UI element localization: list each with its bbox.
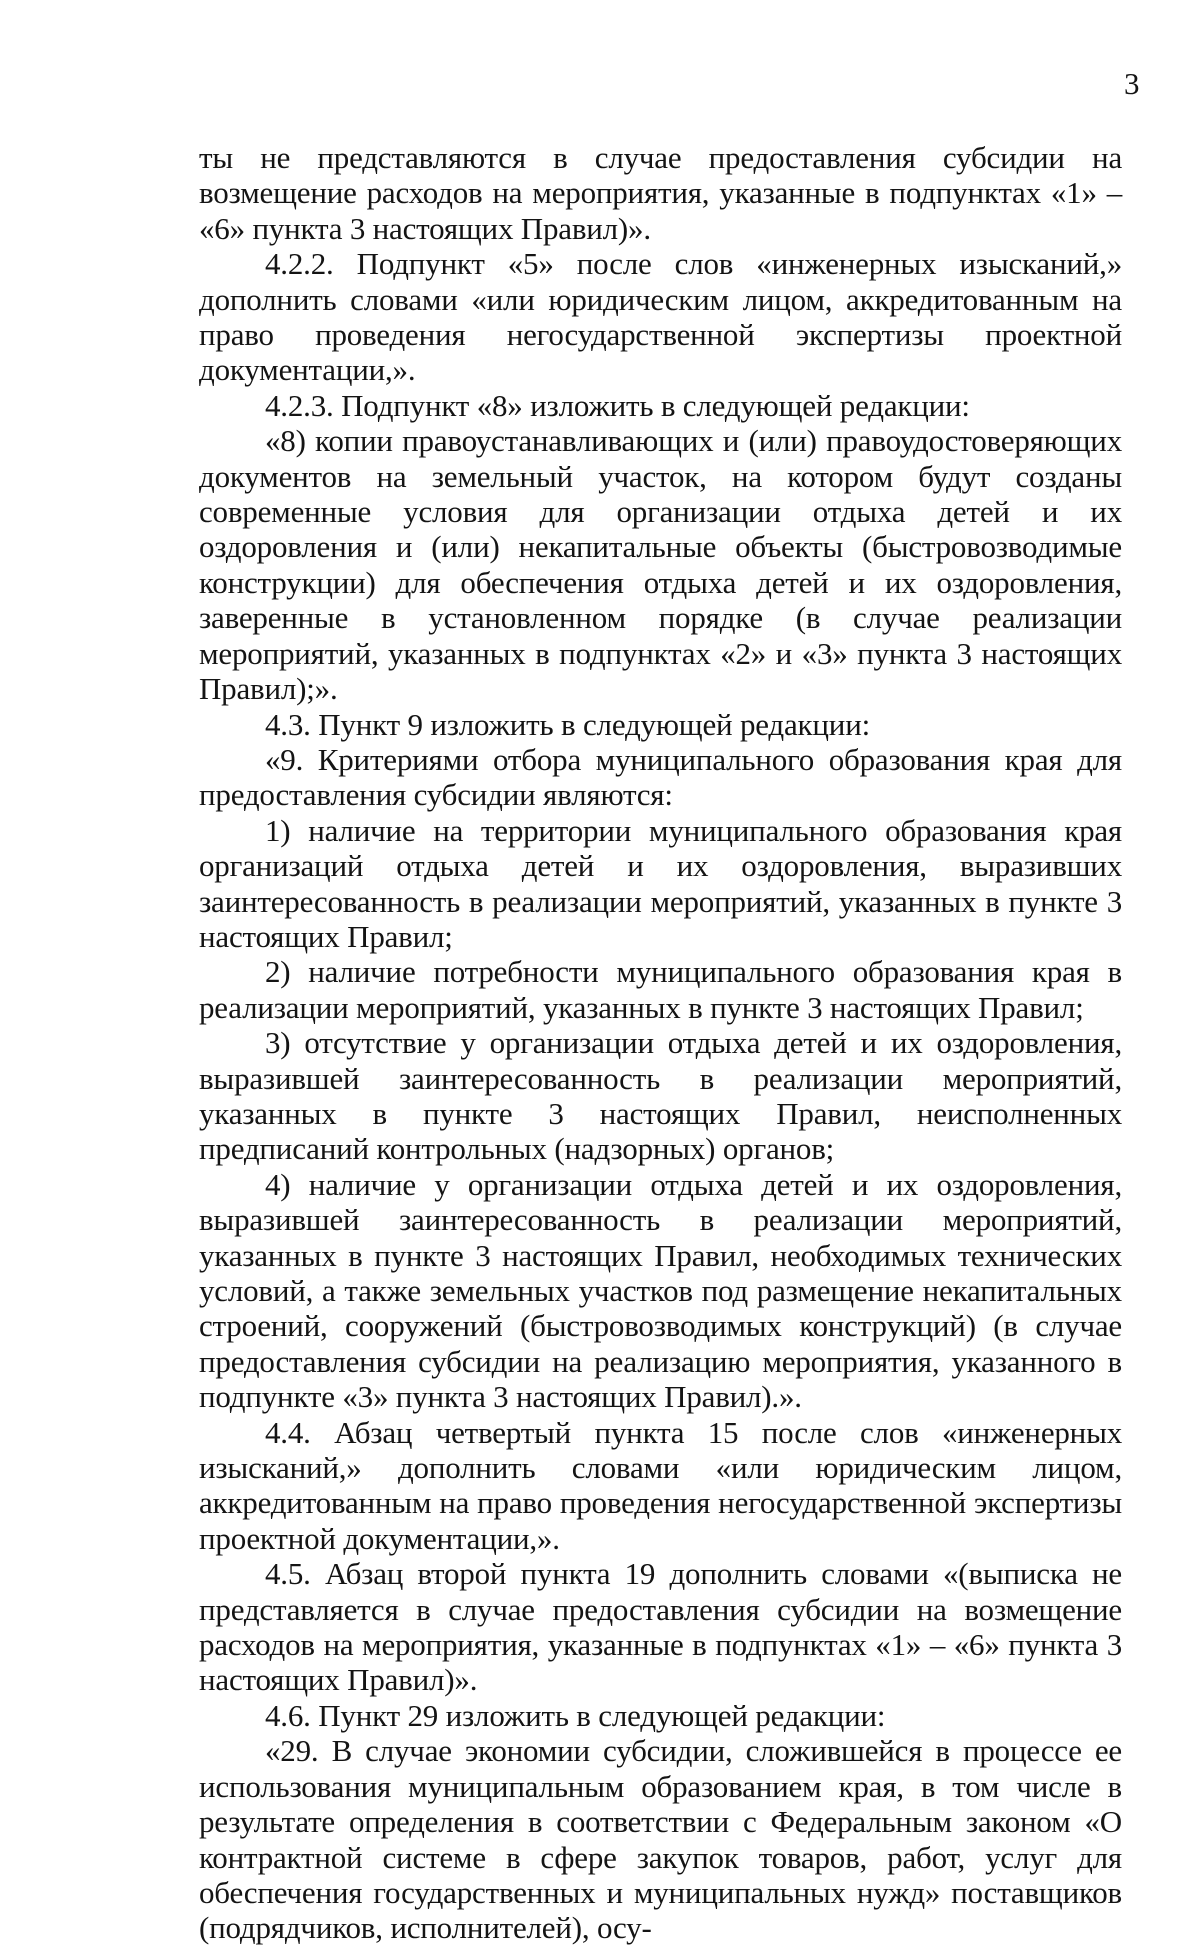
paragraph: 4.3. Пункт 9 изложить в следующей редакции: [265,706,870,742]
paragraph: ты не представляются в случае предоставления субсидии на возмещение расходов на мероприятия, указанные в подпунктах «1» – «6» пункта 3 настоящих Правил)». [199,140,1122,246]
paragraph: 4.2.2. Подпункт «5» после слов «инженерных изысканий,» дополнить словами «или юридическим лицом, аккредитованным на право проведения негосударственной экспертизы проектной документации,». [199,246,1122,388]
page-number: 3 [1124,66,1140,101]
paragraph: 1) наличие на территории муниципального образования края организаций отдыха детей и их оздоровления, выразивших заинтересованность в реализации мероприятий, указанных в пункте 3 настоящих Правил; [199,812,1122,954]
paragraph: «8) копии правоустанавливающих и (или) правоудостоверяющих документов на земельный участок, на котором будут созданы современные условия для организации отдыха детей и их оздоровления и (или) некапитальные объекты (быстровозводимые конструкции) для обеспечения отдыха детей и их оздоровления, заверенные в установленном порядке (в случае реализации мероприятий, указанных в подпунктах «2» и «3» пункта 3 настоящих Правил);». [199,423,1122,707]
paragraph: «9. Критериями отбора муниципального образования края для предоставления субсидии являются: [199,741,1122,813]
paragraph: «29. В случае экономии субсидии, сложившейся в процессе ее использования муниципальным образованием края, в том числе в результате определения в соответствии с Федеральным законом «О контрактной системе в сфере закупок товаров, работ, услуг для обеспечения государственных и муниципальных нужд» поставщиков (подрядчиков, исполнителей), осу- [199,1733,1122,1946]
paragraph: 4.4. Абзац четвертый пункта 15 после слов «инженерных изысканий,» дополнить словами «или юридическим лицом, аккредитованным на право проведения негосударственной экспертизы проектной документации,». [199,1414,1122,1556]
paragraph: 4.6. Пункт 29 изложить в следующей редакции: [265,1697,886,1733]
paragraph: 2) наличие потребности муниципального образования края в реализации мероприятий, указанных в пункте 3 настоящих Правил; [199,954,1122,1025]
paragraph: 4.5. Абзац второй пункта 19 дополнить словами «(выписка не представляется в случае предоставления субсидии на возмещение расходов на мероприятия, указанные в подпунктах «1» – «6» пункта 3 настоящих Правил)». [199,1556,1122,1698]
paragraph: 4) наличие у организации отдыха детей и их оздоровления, выразившей заинтересованность в реализации мероприятий, указанных в пункте 3 настоящих Правил, необходимых технических условий, а также земельных участков под размещение некапитальных строений, сооружений (быстровозводимых конструкций) (в случае предоставления субсидии на реализацию мероприятия, указанного в подпункте «3» пункта 3 настоящих Правил).». [199,1166,1122,1415]
paragraph: 3) отсутствие у организации отдыха детей и их оздоровления, выразившей заинтересованность в реализации мероприятий, указанных в пункте 3 настоящих Правил, неисполненных предписаний контрольных (надзорных) органов; [199,1025,1122,1167]
paragraph: 4.2.3. Подпункт «8» изложить в следующей редакции: [265,387,970,423]
document-body [199,140,1122,1946]
